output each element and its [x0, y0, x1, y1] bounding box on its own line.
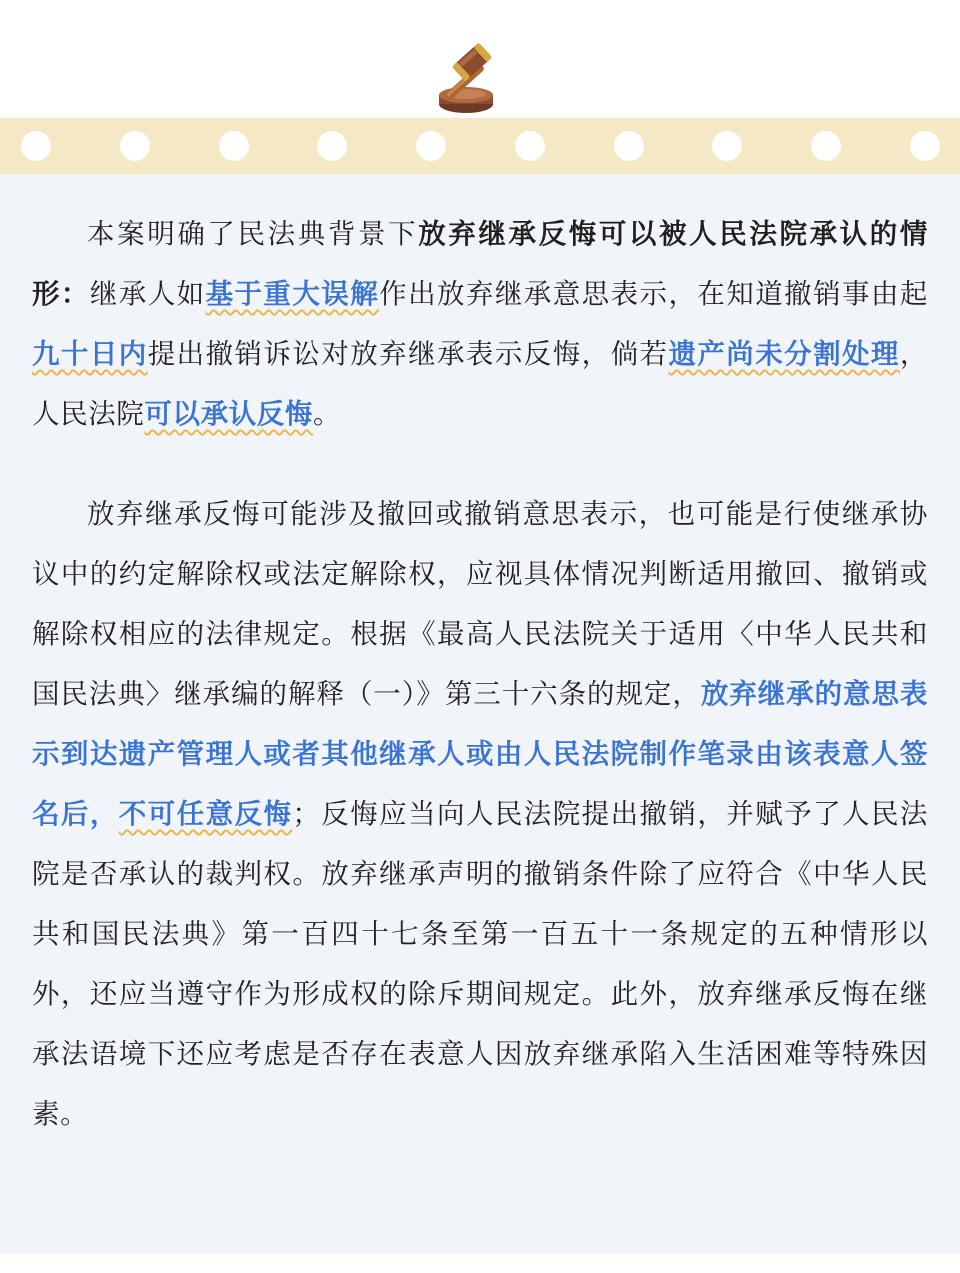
bottom-margin — [0, 1254, 960, 1273]
paragraph-1 — [32, 204, 928, 444]
highlight-declaration-rule: 放弃继承的意思表示到达遗产管理人或者其他继承人或由人民法院制作笔录由该表意人签名后， — [32, 678, 928, 830]
dot — [21, 131, 51, 161]
highlight-may-recognize: 可以承认反悔 — [144, 398, 314, 430]
decorative-dot-band — [0, 118, 960, 174]
dot — [811, 131, 841, 161]
dot — [120, 131, 150, 161]
p1-text: ，人民法院 — [32, 338, 928, 430]
gavel-icon — [438, 40, 518, 116]
dot — [614, 131, 644, 161]
dot — [910, 131, 940, 161]
dot — [712, 131, 742, 161]
dot — [416, 131, 446, 161]
highlight-estate-undivided: 遗产尚未分割处理 — [668, 338, 900, 370]
header-area — [0, 0, 960, 118]
highlight-ninety-days: 九十日内 — [32, 338, 148, 370]
dot — [317, 131, 347, 161]
highlight-major-misunderstanding: 基于重大误解 — [205, 278, 380, 310]
p1-text: 作出放弃继承意思表示，在知道撤销事由起 — [379, 278, 928, 310]
p2-text: ；反悔应当向人民法院提出撤销，并赋予了人民法院是否承认的裁判权。放弃继承声明的撤销条件除了应符合《中华人民共和国民法典》第一百四十七条至第一百五十一条规定的五种情形以外，还应当遵守作为形成权的除斥期间规定。此外，放弃继承反悔在继承法语境下还应考虑是否存在表意人因放弃继承陷入生活困难等特殊因素。 — [32, 798, 928, 1130]
p2-text: 放弃继承反悔可能涉及撤回或撤销意思表示，也可能是行使继承协议中的约定解除权或法定解除权，应视具体情况判断适用撤回、撤销或解除权相应的法律规定。根据《最高人民法院关于适用〈中华人民共和国民法典〉继承编的解释（一）》第三十六条的规定， — [32, 498, 928, 710]
p1-text: 提出撤销诉讼对放弃继承表示反悔，倘若 — [147, 338, 669, 370]
p1-text: 本案明确了民法典背景下 — [87, 218, 419, 250]
highlight-no-arbitrary-regret: 不可任意反悔 — [118, 798, 293, 830]
p1-text: 继承人如 — [89, 278, 206, 310]
p1-text: 。 — [313, 398, 342, 430]
paragraph-2 — [32, 484, 928, 1144]
dot — [515, 131, 545, 161]
p1-bold-statement: 放弃继承反悔可以被人民法院承认的情形： — [32, 218, 928, 310]
article-body — [0, 174, 960, 1254]
dot — [219, 131, 249, 161]
